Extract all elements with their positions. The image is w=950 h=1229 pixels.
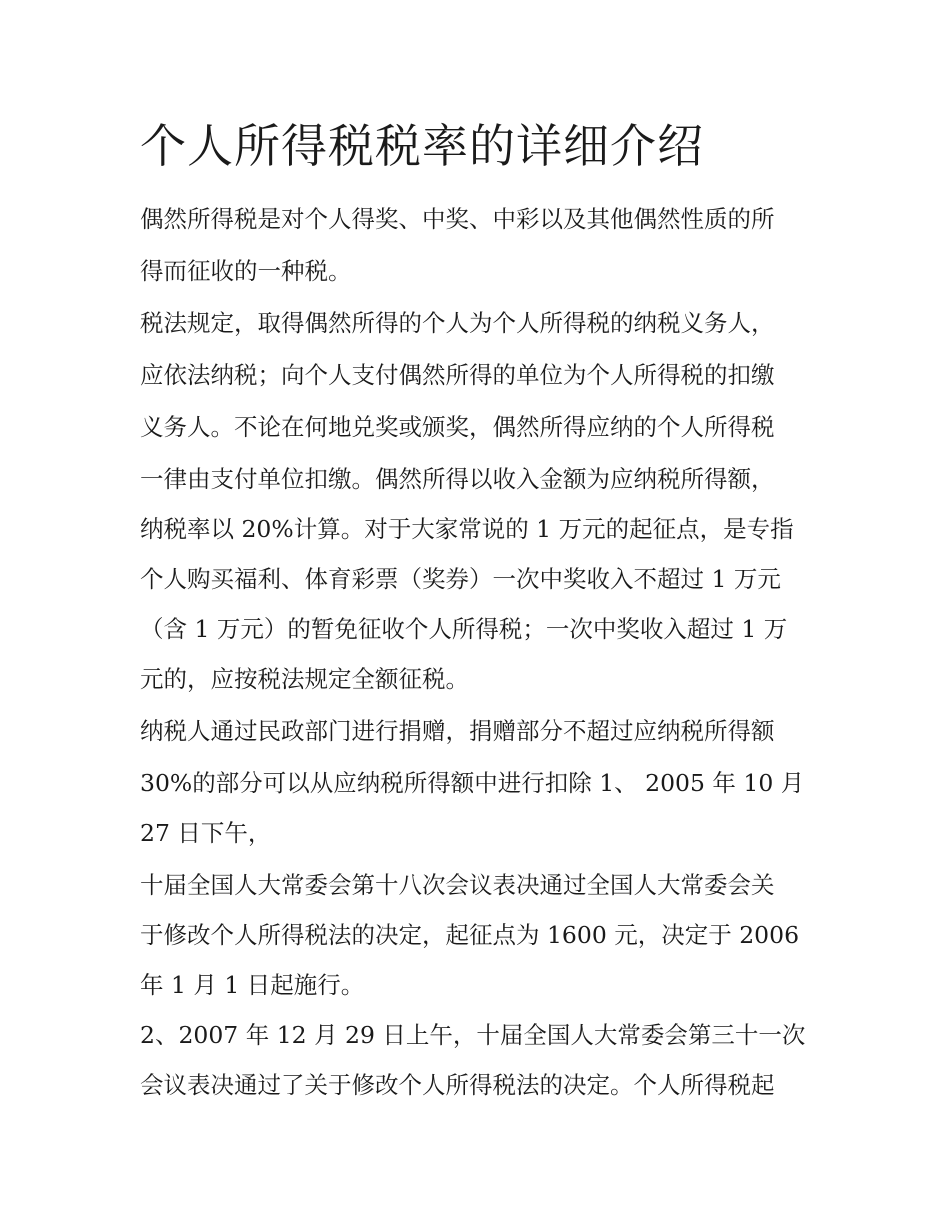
body-text-line: 30%的部分可以从应纳税所得额中进行扣除 1、 2005 年 10 月 (140, 769, 805, 797)
body-text-line: （含 1 万元）的暂免征收个人所得税；一次中奖收入超过 1 万 (140, 615, 788, 643)
body-text-line: 义务人。不论在何地兑奖或颁奖，偶然所得应纳的个人所得税 (140, 413, 775, 441)
body-text-line: 纳税率以 20%计算。对于大家常说的 1 万元的起征点，是专指 (140, 515, 794, 543)
document-title: 个人所得税税率的详细介绍 (140, 119, 704, 173)
body-text-line: 个人购买福利、体育彩票（奖券）一次中奖收入不超过 1 万元 (140, 565, 781, 593)
body-text-line: 27 日下午， (140, 819, 272, 847)
body-text-line: 一律由支付单位扣缴。偶然所得以收入金额为应纳税所得额， (140, 465, 775, 493)
body-text-line: 十届全国人大常委会第十八次会议表决通过全国人大常委会关 (140, 871, 775, 899)
body-text-line: 应依法纳税；向个人支付偶然所得的单位为个人所得税的扣缴 (140, 361, 775, 389)
body-text-line: 税法规定，取得偶然所得的个人为个人所得税的纳税义务人， (140, 309, 775, 337)
body-text-line: 纳税人通过民政部门进行捐赠，捐赠部分不超过应纳税所得额 (140, 717, 775, 745)
body-text-line: 年 1 月 1 日起施行。 (140, 971, 365, 999)
body-text-line: 于修改个人所得税法的决定，起征点为 1600 元，决定于 2006 (140, 921, 800, 949)
body-text-line: 元的，应按税法规定全额征税。 (140, 665, 469, 693)
body-text-line: 会议表决通过了关于修改个人所得税法的决定。个人所得税起 (140, 1071, 775, 1099)
body-text-line: 偶然所得税是对个人得奖、中奖、中彩以及其他偶然性质的所 (140, 205, 775, 233)
body-text-line: 2、2007 年 12 月 29 日上午，十届全国人大常委会第三十一次 (140, 1021, 806, 1049)
body-text-line: 得而征收的一种税。 (140, 257, 352, 285)
